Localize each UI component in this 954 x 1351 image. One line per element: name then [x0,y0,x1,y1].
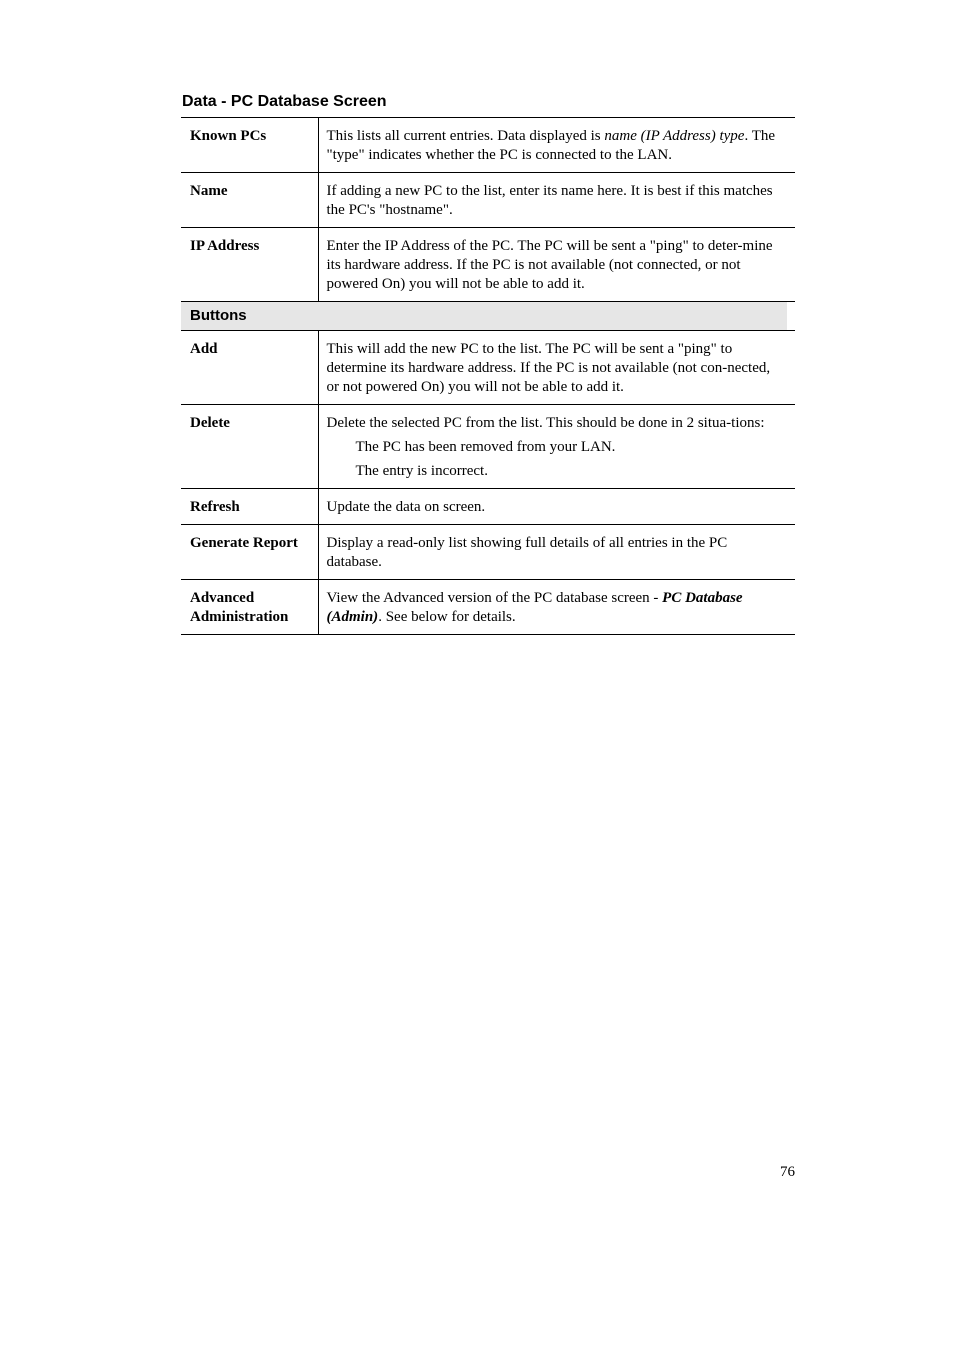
page-heading: Data - PC Database Screen [182,93,387,110]
delete-situation-item: The PC has been removed from your LAN. [355,439,616,455]
term-ip-address: IP Address [181,228,318,302]
pc-database-table [181,117,795,635]
pc-database-admin-reference: PC Database (Admin) [326,590,743,625]
table-row-name [181,173,795,228]
table-row-generate-report [181,525,795,580]
term-generate-report: Generate Report [181,525,318,580]
term-add: Add [181,331,318,405]
table-row-refresh [181,489,795,525]
desc-known-pcs-italic: name (IP Address) type [604,128,745,144]
section-header-buttons [181,302,795,331]
desc-ip-address: Enter the IP Address of the PC. The PC will be sent a "ping" to deter-mine its hardware address. If the PC is not available (not connected, or not powered On) you will not be able to add it. [318,228,795,302]
desc-known-pcs-part1: This lists all current entries. Data displayed is [326,128,605,144]
table-row-delete [181,405,795,489]
desc-delete-text: Delete the selected PC from the list. This should be done in 2 situa-tions: [326,415,765,431]
table-row-ip-address [181,228,795,302]
desc-name: If adding a new PC to the list, enter its name here. It is best if this matches the PC's "hostname". [318,173,795,228]
table-row-add [181,331,795,405]
term-advanced-line1: Advanced [190,590,255,606]
desc-known-pcs [318,118,795,173]
desc-add: This will add the new PC to the list. The PC will be sent a "ping" to determine its hardware address. If the PC is not available (not con-nected, or not powered On) you will not be able to add it. [318,331,795,405]
term-delete: Delete [181,405,318,489]
term-advanced-administration [181,580,318,635]
term-known-pcs: Known PCs [181,118,318,173]
desc-advanced-administration [318,580,795,635]
term-advanced-line2: Administration [190,609,289,625]
page-number: 76 [780,1164,795,1180]
desc-generate-report: Display a read-only list showing full details of all entries in the PC database. [318,525,795,580]
term-refresh: Refresh [181,489,318,525]
desc-advanced-part2: . See below for details. [378,609,516,625]
section-title-buttons: Buttons [181,302,795,331]
desc-delete [318,405,795,489]
table-row-advanced-administration [181,580,795,635]
term-name: Name [181,173,318,228]
desc-known-pcs-part2: . The "type" indicates whether the PC is connected to the LAN. [326,128,776,163]
delete-situation-item: The entry is incorrect. [355,463,488,479]
desc-advanced-part1: View the Advanced version of the PC database screen - [326,590,663,606]
desc-refresh: Update the data on screen. [318,489,795,525]
table-row-known-pcs [181,118,795,173]
